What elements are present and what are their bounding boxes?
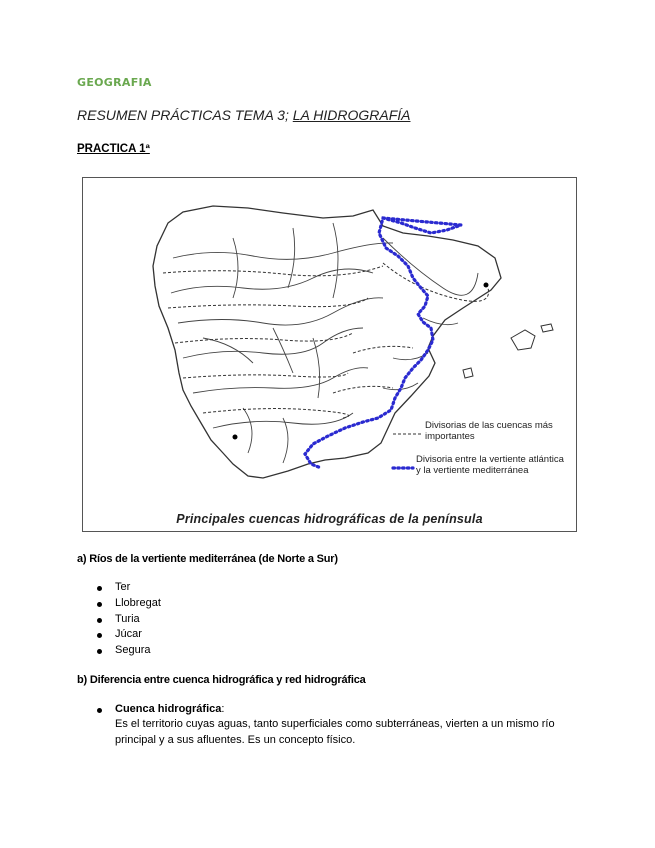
legend-dashed-label: Divisorias de las cuencas más importantes: [425, 420, 553, 442]
ibiza-island: [463, 368, 473, 378]
map-caption: Principales cuencas hidrográficas de la península: [176, 512, 483, 526]
legend-dotted-label: Divisoria entre la vertiente atlántica y la vertiente mediterránea: [416, 454, 564, 476]
mallorca-island: [511, 330, 535, 350]
practice-heading: PRACTICA 1ª: [77, 143, 150, 155]
list-item: Ter: [77, 580, 161, 596]
question-a: a) Ríos de la vertiente mediterránea (de Norte a Sur): [77, 553, 338, 565]
document-title: [77, 107, 410, 123]
menorca-island: [541, 324, 553, 332]
subject-heading: GEOGRAFIA: [77, 76, 152, 89]
question-b: b) Diferencia entre cuenca hidrográfica y red hidrográfica: [77, 674, 366, 686]
city-marker-sevilla: [233, 435, 238, 440]
title-underlined: LA HIDROGRAFÍA: [292, 107, 411, 123]
definition-text: Es el territorio cuyas aguas, tanto superficiales como subterráneas, vierten a un mismo río principal y a sus afluentes. Es un concepto físico.: [115, 718, 555, 746]
list-item: Júcar: [77, 627, 161, 643]
definition-term: Cuenca hidrográfica: [115, 703, 222, 715]
map-drawing: [83, 178, 576, 531]
definition-colon: :: [221, 703, 225, 715]
definition-block: [77, 703, 597, 748]
city-marker-barcelona: [484, 283, 489, 288]
iberian-basins-map: [82, 177, 577, 532]
list-item: Llobregat: [77, 596, 161, 612]
river-list: [77, 580, 161, 659]
definition-term-row: [77, 703, 597, 715]
title-prefix: RESUMEN PRÁCTICAS TEMA 3;: [77, 107, 293, 123]
list-item: Turia: [77, 612, 161, 628]
list-item: Segura: [77, 643, 161, 659]
